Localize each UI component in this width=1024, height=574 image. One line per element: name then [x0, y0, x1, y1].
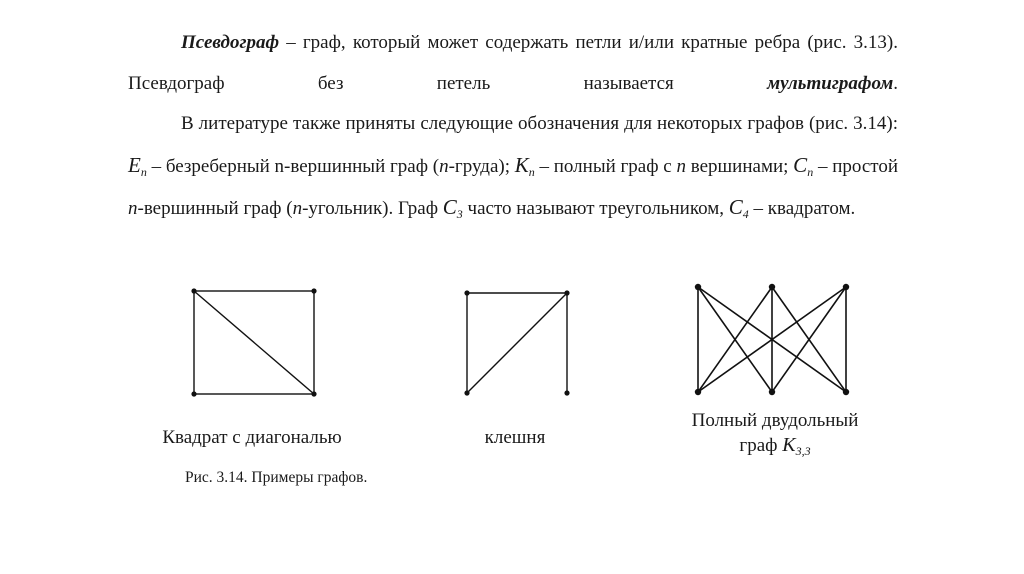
- term-pseudograph: Псевдограф: [181, 32, 280, 53]
- term-multigraph: мультиграфом: [767, 72, 894, 94]
- vertex: [843, 389, 849, 395]
- math-Kn: $K_n$: [514, 152, 535, 179]
- square-caption: Квадрат с диагональю: [162, 427, 342, 448]
- vertex: [311, 391, 316, 396]
- vertex: [464, 390, 469, 395]
- vertex: [843, 284, 849, 290]
- math-C3: $C_3$: [442, 195, 463, 221]
- figure-caption: Рис. 3.14. Примеры графов.: [185, 469, 368, 486]
- vertex: [564, 290, 569, 295]
- claw-graph: [464, 290, 569, 395]
- vertex: [311, 288, 316, 293]
- vertex: [695, 389, 701, 395]
- vertex: [191, 288, 196, 293]
- square-diagonal: [194, 291, 314, 394]
- vertex: [695, 284, 701, 290]
- vertex: [769, 389, 775, 395]
- vertex: [564, 390, 569, 395]
- paragraph-pseudograph: Псевдограф – граф, который может содержать петли и/или кратные ребра (рис. 3.13). Псевдограф без петель называется мультиграфом.: [128, 32, 898, 94]
- edge: [467, 293, 567, 393]
- square-with-diagonal-graph: [191, 288, 316, 396]
- math-En: $E_n$: [128, 152, 147, 179]
- paragraph-notation: В литературе также приняты следующие обозначения для некоторых графов (рис. 3.14): $E_n$ – безреберный n-вершинный граф (n-груда); $K_n$ – полный граф с n вершинами; $C_n$ – простой n-вершинный граф (n-угольник). Граф $C_3$ часто называют треугольником, $C_4$ – квадратом.: [128, 113, 898, 221]
- claw-caption: клешня: [484, 427, 546, 448]
- complete-bipartite-k33-graph: [695, 284, 849, 395]
- vertex: [191, 391, 196, 396]
- math-C4: $C_4$: [728, 195, 749, 221]
- math-Cn: $C_n$: [793, 152, 814, 179]
- vertex: [769, 284, 775, 290]
- vertex: [464, 290, 469, 295]
- bipartite-caption: Полный двудольный граф $K_{3,3}$: [691, 410, 859, 458]
